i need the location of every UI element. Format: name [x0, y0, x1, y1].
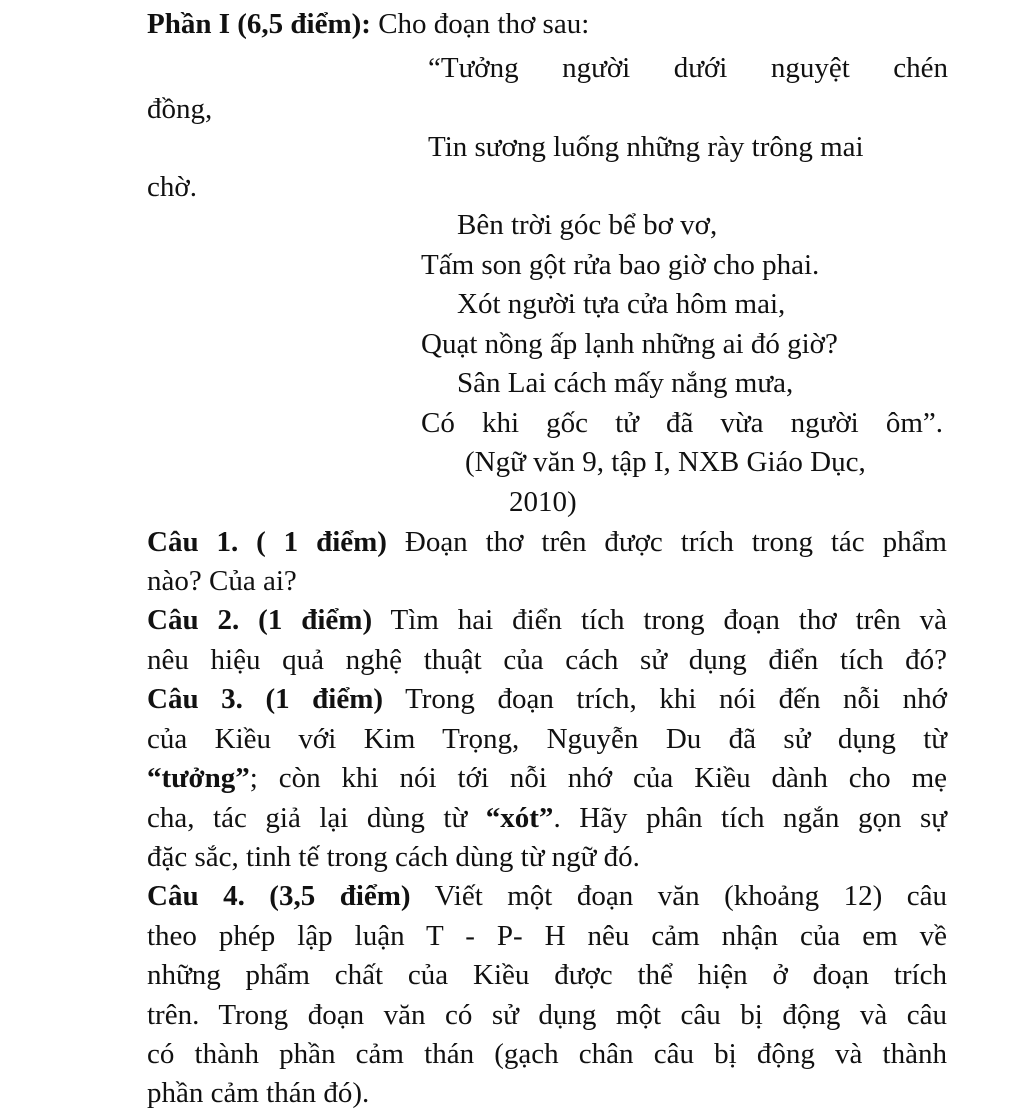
poem-line-1b: đồng, — [147, 93, 213, 125]
question-3-text-4a: cha, tác giả lại dùng từ — [147, 802, 486, 834]
question-2-line-2: nêu hiệu quả nghệ thuật của cách sử dụng điển tích đó? — [147, 644, 947, 676]
question-3-line-2: của Kiều với Kim Trọng, Nguyễn Du đã sử dụng từ — [147, 723, 947, 755]
question-4-line-5: có thành phần cảm thán (gạch chân câu bị động và thành — [147, 1038, 947, 1070]
source-line-1: (Ngữ văn 9, tập I, NXB Giáo Dục, — [465, 446, 866, 478]
question-1-label: Câu 1. ( 1 điểm) — [147, 526, 387, 558]
question-3-text-3: ; còn khi nói tới nỗi nhớ của Kiều dành cho mẹ — [249, 762, 947, 794]
question-4-line-1 — [147, 876, 947, 916]
question-4-line-4: trên. Trong đoạn văn có sử dụng một câu bị động và câu — [147, 999, 947, 1031]
part-intro: Cho đoạn thơ sau: — [370, 8, 590, 40]
question-1-text: Đoạn thơ trên được trích trong tác phẩm — [386, 526, 947, 558]
question-3-line-5: đặc sắc, tinh tế trong cách dùng từ ngữ đó. — [147, 841, 640, 873]
question-3-line-4 — [147, 798, 947, 838]
keyword-tuong: “tưởng” — [147, 762, 250, 794]
question-1-line-2: nào? Của ai? — [147, 565, 297, 597]
poem-line-3: Bên trời góc bể bơ vơ, — [457, 209, 718, 241]
poem-line-4: Tấm son gột rửa bao giờ cho phai. — [421, 249, 820, 281]
question-4-text: Viết một đoạn văn (khoảng 12) câu — [410, 880, 947, 912]
question-3-text-4b: . Hãy phân tích ngắn gọn sự — [553, 802, 948, 834]
poem-line-7: Sân Lai cách mấy nắng mưa, — [457, 367, 794, 399]
question-4-line-3: những phẩm chất của Kiều được thể hiện ở đoạn trích — [147, 959, 947, 991]
poem-line-8: Có khi gốc tử đã vừa người ôm”. — [421, 407, 943, 439]
question-4-line-2: theo phép lập luận T - P- H nêu cảm nhận của em về — [147, 920, 947, 952]
poem-line-2b: chờ. — [147, 171, 197, 203]
question-2-text: Tìm hai điển tích trong đoạn thơ trên và — [372, 604, 947, 636]
question-2-line-1 — [147, 600, 947, 640]
poem-line-2a: Tin sương luống những rày trông mai — [428, 131, 864, 163]
question-3-text: Trong đoạn trích, khi nói đến nỗi nhớ — [383, 683, 947, 715]
question-3-label: Câu 3. (1 điểm) — [147, 683, 384, 715]
poem-line-5: Xót người tựa cửa hôm mai, — [457, 288, 786, 320]
question-2-label: Câu 2. (1 điểm) — [147, 604, 373, 636]
poem-line-1a: “Tưởng người dưới nguyệt chén — [428, 52, 948, 84]
source-line-2: 2010) — [509, 486, 577, 518]
question-3-line-1 — [147, 679, 947, 719]
question-1-line-1 — [147, 522, 947, 562]
question-4-label: Câu 4. (3,5 điểm) — [147, 880, 411, 912]
part-heading-line — [147, 4, 589, 44]
question-3-line-3 — [147, 758, 947, 798]
keyword-xot: “xót” — [485, 802, 554, 834]
poem-line-6: Quạt nồng ấp lạnh những ai đó giờ? — [421, 328, 838, 360]
part-heading: Phần I (6,5 điểm): — [147, 8, 371, 40]
question-4-line-6: phần cảm thán đó). — [147, 1077, 370, 1109]
